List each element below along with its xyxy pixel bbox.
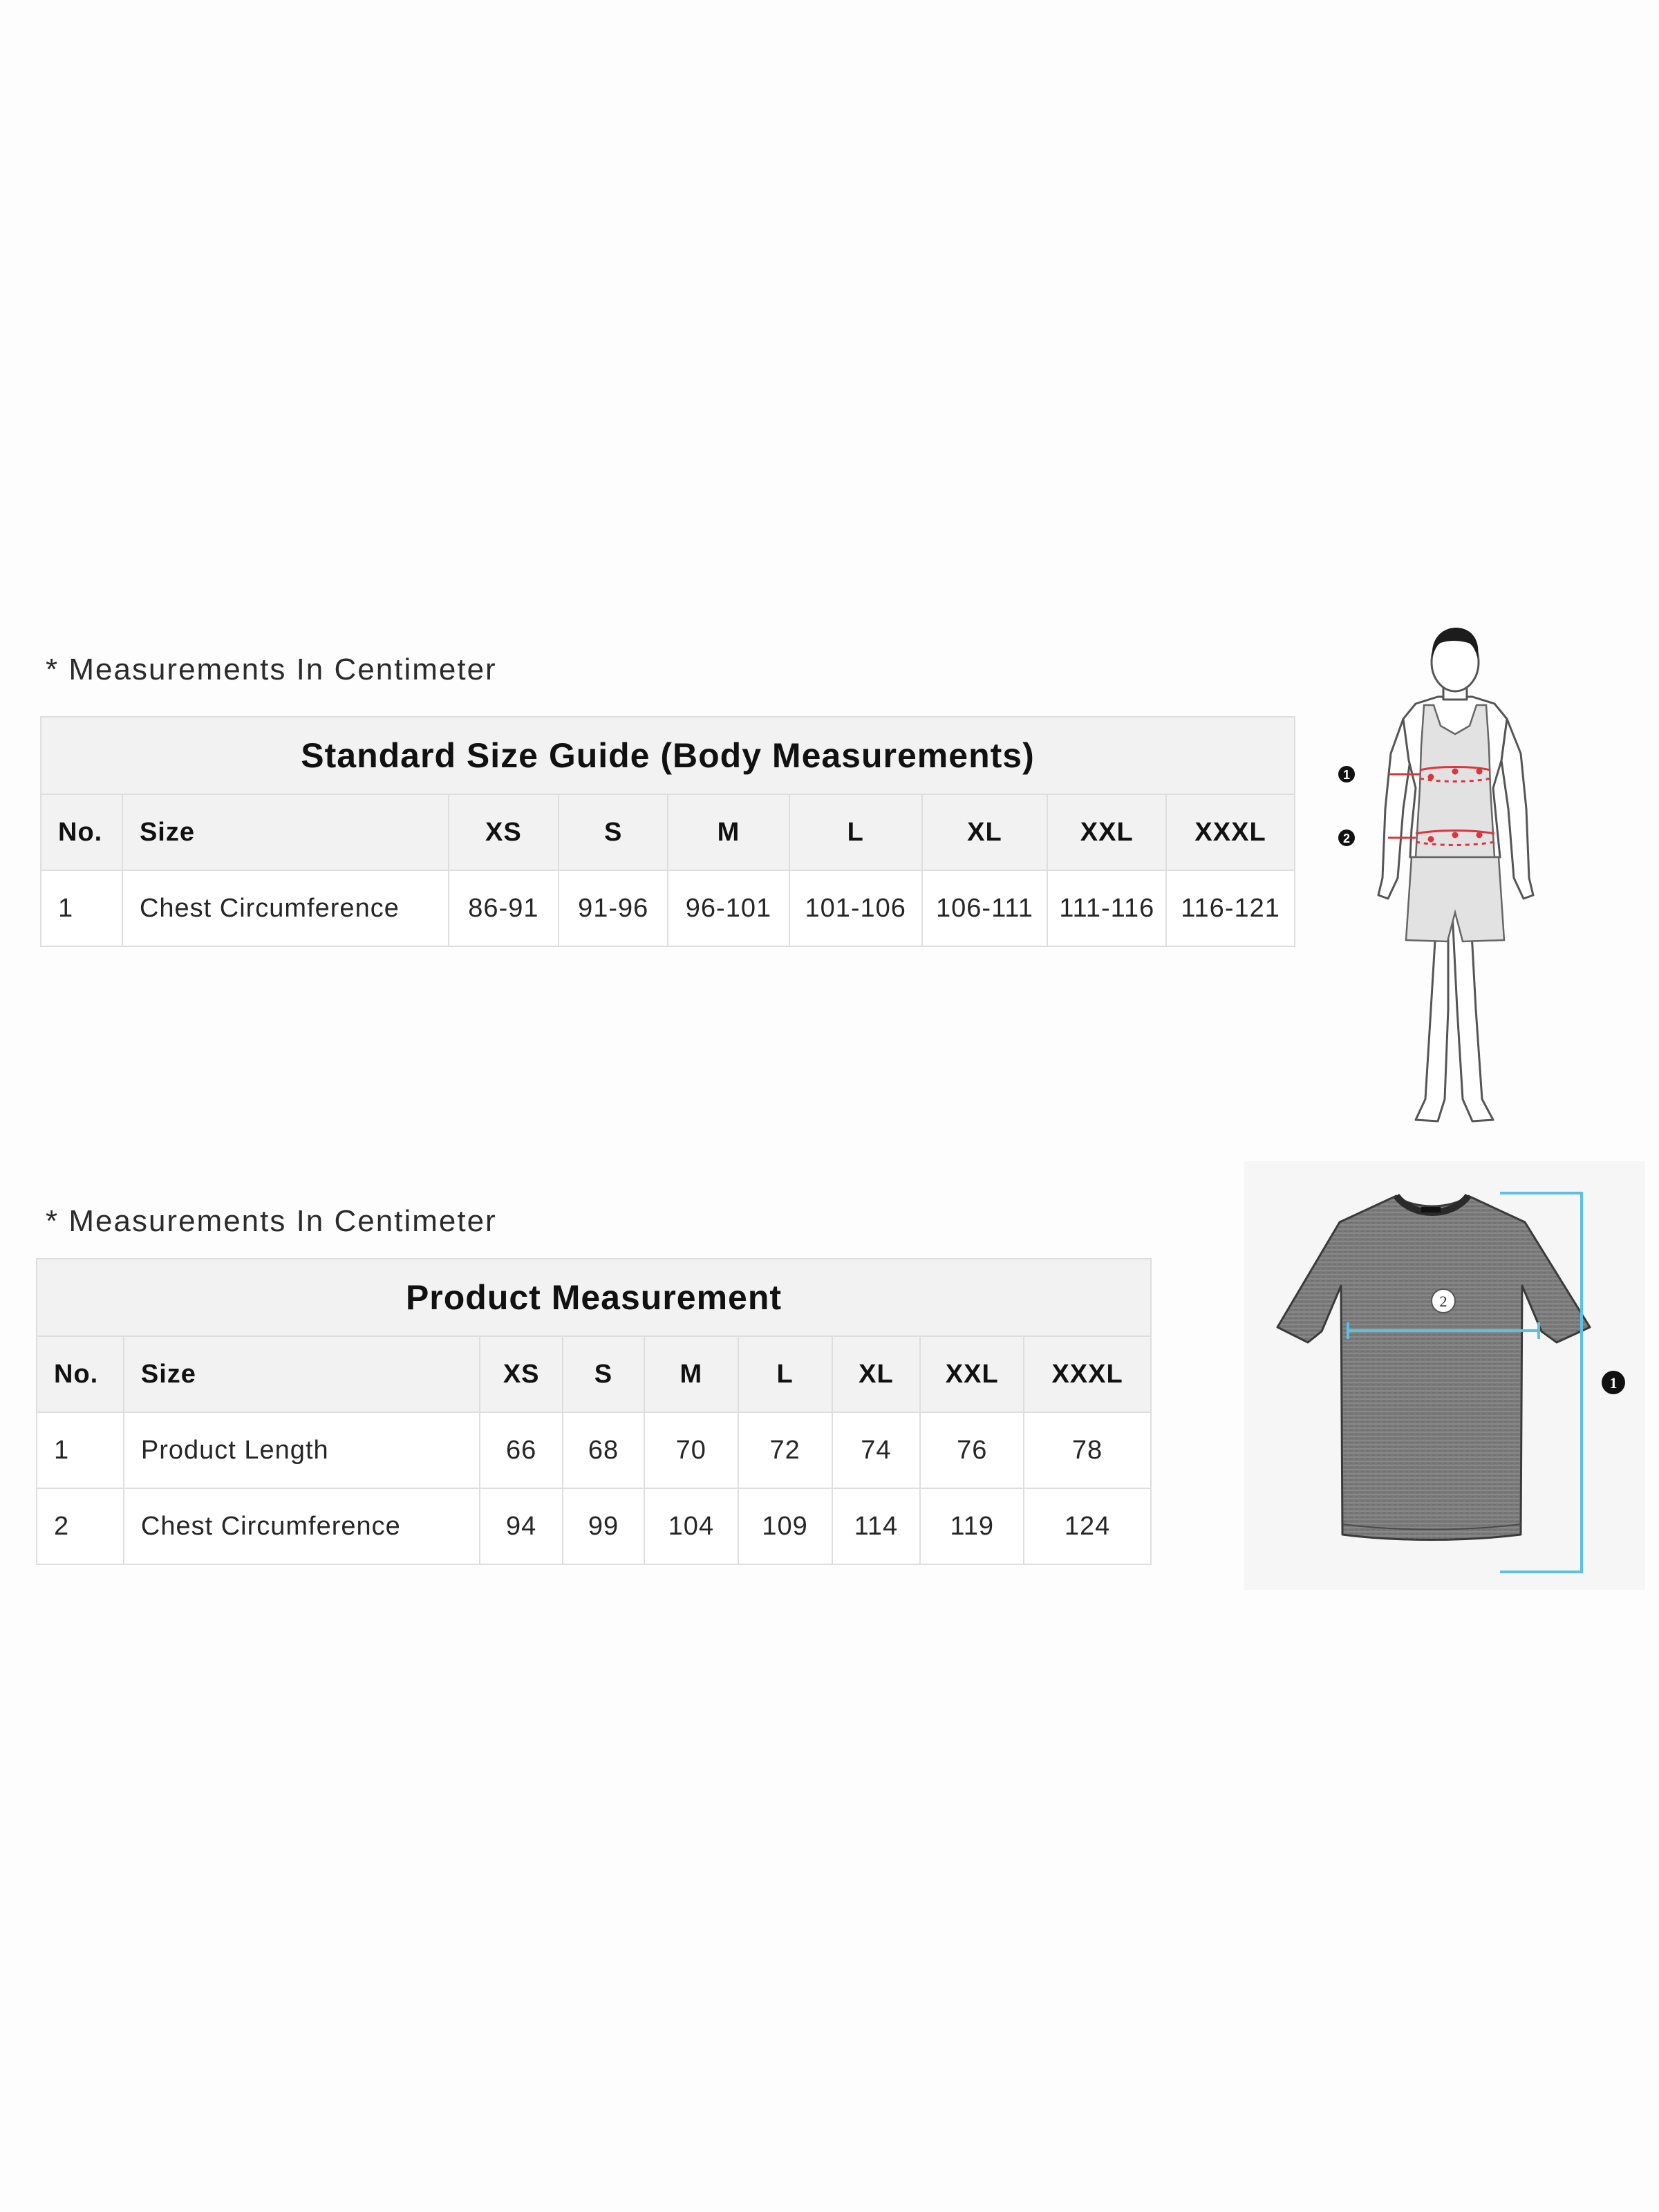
cell-xxxl: 116-121 — [1166, 870, 1295, 946]
product-table-header-row — [37, 1336, 1151, 1412]
header-xl: XL — [922, 794, 1048, 870]
header-size: Size — [122, 794, 449, 870]
cell-s: 68 — [563, 1412, 644, 1488]
cell-xxl: 119 — [920, 1488, 1024, 1564]
cell-xxxl: 124 — [1024, 1488, 1151, 1564]
cell-xs: 66 — [480, 1412, 563, 1488]
header-xxxl: XXXL — [1166, 794, 1295, 870]
cell-l: 72 — [738, 1412, 832, 1488]
cell-xl: 114 — [832, 1488, 921, 1564]
table-row — [41, 870, 1295, 946]
cell-xl: 106-111 — [922, 870, 1048, 946]
cell-xl: 74 — [832, 1412, 921, 1488]
body-marker-1: 1 — [1342, 768, 1351, 782]
header-xl: XL — [832, 1336, 921, 1412]
header-no: No. — [37, 1336, 124, 1412]
product-table-title: Product Measurement — [37, 1259, 1151, 1336]
header-l: L — [789, 794, 922, 870]
cell-s: 99 — [563, 1488, 644, 1564]
cell-m: 104 — [644, 1488, 738, 1564]
product-measurement-unit-note: * Measurements In Centimeter — [46, 1204, 497, 1238]
header-l: L — [738, 1336, 832, 1412]
cell-xs: 94 — [480, 1488, 563, 1564]
row-number: 2 — [37, 1488, 124, 1564]
header-xxl: XXL — [1047, 794, 1166, 870]
tshirt-illustration — [1244, 1161, 1645, 1590]
header-no: No. — [41, 794, 122, 870]
body-measurement-unit-note: * Measurements In Centimeter — [46, 653, 497, 686]
row-label: Chest Circumference — [124, 1488, 480, 1564]
cell-s: 91-96 — [559, 870, 668, 946]
shirt-marker-1: 1 — [1609, 1374, 1618, 1391]
body-size-table — [40, 716, 1295, 947]
header-m: M — [644, 1336, 738, 1412]
body-figure-illustration — [1334, 622, 1555, 1134]
header-s: S — [563, 1336, 644, 1412]
row-number: 1 — [41, 870, 122, 946]
row-number: 1 — [37, 1412, 124, 1488]
row-label: Chest Circumference — [122, 870, 449, 946]
cell-m: 96-101 — [668, 870, 789, 946]
cell-xs: 86-91 — [449, 870, 559, 946]
header-s: S — [559, 794, 668, 870]
body-marker-group — [1338, 766, 1355, 846]
body-table-title: Standard Size Guide (Body Measurements) — [41, 717, 1295, 794]
header-size: Size — [124, 1336, 480, 1412]
cell-xxl: 76 — [920, 1412, 1024, 1488]
table-row — [37, 1412, 1151, 1488]
cell-l: 101-106 — [789, 870, 922, 946]
cell-l: 109 — [738, 1488, 832, 1564]
header-xs: XS — [449, 794, 559, 870]
header-xxxl: XXXL — [1024, 1336, 1151, 1412]
header-xs: XS — [480, 1336, 563, 1412]
row-label: Product Length — [124, 1412, 480, 1488]
header-xxl: XXL — [920, 1336, 1024, 1412]
cell-xxl: 111-116 — [1047, 870, 1166, 946]
body-marker-2: 2 — [1342, 832, 1351, 845]
header-m: M — [668, 794, 789, 870]
product-size-table — [36, 1258, 1152, 1565]
cell-xxxl: 78 — [1024, 1412, 1151, 1488]
shirt-marker-2: 2 — [1439, 1293, 1447, 1310]
cell-m: 70 — [644, 1412, 738, 1488]
table-row — [37, 1488, 1151, 1564]
body-table-header-row — [41, 794, 1295, 870]
